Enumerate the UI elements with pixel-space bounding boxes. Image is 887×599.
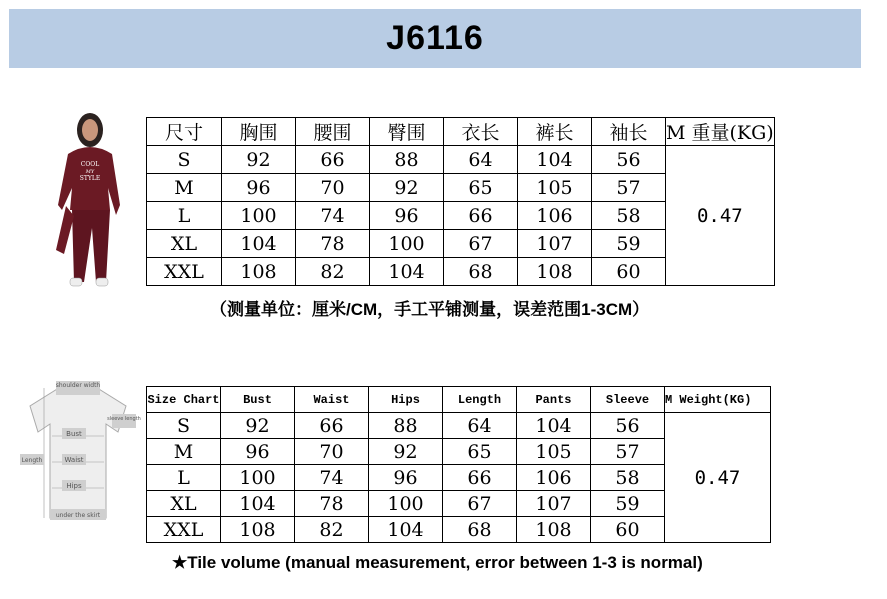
size-table-english [146,386,771,543]
table-header-row [147,387,771,413]
table-cell: XL [147,230,222,258]
table-cell: S [147,146,222,174]
table-cell: L [147,465,221,491]
table-cell: 60 [591,517,665,543]
table-cell: XL [147,491,221,517]
diagram-label-bust: Bust [66,430,82,438]
weight-value: 0.47 [666,146,775,286]
header-sleeve: Sleeve [591,387,665,413]
diagram-label-hips: Hips [66,482,82,490]
table-cell: 92 [221,413,295,439]
table-cell: 96 [370,202,444,230]
header-bust: 胸围 [222,118,296,146]
table-cell: 96 [369,465,443,491]
table-cell: 70 [295,439,369,465]
garment-measurement-diagram [14,380,142,525]
header-size: 尺寸 [147,118,222,146]
shirt-print-line-2: MY [85,169,95,175]
table-cell: M [147,174,222,202]
table-cell: XXL [147,517,221,543]
table-cell: 107 [518,230,592,258]
header-size-chart: Size Chart [147,387,221,413]
table-cell: 58 [592,202,666,230]
table-cell: 74 [296,202,370,230]
table-cell: 100 [221,465,295,491]
table-cell: 105 [518,174,592,202]
table-cell: 108 [517,517,591,543]
table-cell: 67 [444,230,518,258]
diagram-label-hem: under the skirt [55,512,101,519]
table-cell: 58 [591,465,665,491]
header-weight: M Weight(KG) [665,387,771,413]
table-cell: 74 [295,465,369,491]
table-cell: 104 [369,517,443,543]
table-cell: 65 [444,174,518,202]
header-hips: Hips [369,387,443,413]
weight-value: 0.47 [665,413,771,543]
table-cell: 66 [443,465,517,491]
size-table-chinese [146,117,775,286]
table-cell: 107 [517,491,591,517]
diagram-label-length: Length [21,457,43,464]
table-cell: 65 [443,439,517,465]
table-cell: 66 [296,146,370,174]
header-bust: Bust [221,387,295,413]
header-sleeve: 袖长 [592,118,666,146]
table-cell: 96 [221,439,295,465]
table-row [147,413,771,439]
table-cell: 88 [370,146,444,174]
table-cell: 68 [444,258,518,286]
table-cell: 68 [443,517,517,543]
table-cell: M [147,439,221,465]
table-cell: 100 [222,202,296,230]
table-row [147,146,775,174]
table-cell: 82 [295,517,369,543]
table-cell: 60 [592,258,666,286]
table-cell: 100 [369,491,443,517]
header-pants: Pants [517,387,591,413]
table-cell: 92 [222,146,296,174]
table-cell: 92 [369,439,443,465]
header-length: Length [443,387,517,413]
table-cell: 106 [517,465,591,491]
table-cell: 67 [443,491,517,517]
diagram-label-sleeve: sleeve length [107,416,141,422]
header-weight: M 重量(KG) [666,118,775,146]
table-cell: 57 [592,174,666,202]
table-header-row [147,118,775,146]
header-waist: 腰围 [296,118,370,146]
table-cell: 104 [517,413,591,439]
table-cell: 88 [369,413,443,439]
table-cell: 108 [221,517,295,543]
table-cell: 96 [222,174,296,202]
header-waist: Waist [295,387,369,413]
table-cell: 104 [370,258,444,286]
diagram-label-shoulder: shoulder width [55,382,101,389]
table-cell: L [147,202,222,230]
table-cell: 92 [370,174,444,202]
table-cell: 108 [222,258,296,286]
table-cell: 82 [296,258,370,286]
table-cell: 56 [592,146,666,174]
table-cell: 59 [591,491,665,517]
header-hips: 臀围 [370,118,444,146]
table-cell: 104 [222,230,296,258]
table-cell: 57 [591,439,665,465]
table-cell: 106 [518,202,592,230]
table-cell: 78 [296,230,370,258]
table-cell: 100 [370,230,444,258]
diagram-label-waist: Waist [64,456,84,464]
table-cell: XXL [147,258,222,286]
table-cell: S [147,413,221,439]
table-cell: 108 [518,258,592,286]
model-photo [38,110,138,290]
product-code-title: J6116 [386,19,484,57]
table-cell: 70 [296,174,370,202]
measurement-note-english: ★Tile volume (manual measurement, error between 1-3 is normal) [172,553,703,572]
table-cell: 59 [592,230,666,258]
table-cell: 104 [221,491,295,517]
table-cell: 64 [444,146,518,174]
table-cell: 78 [295,491,369,517]
table-cell: 105 [517,439,591,465]
shirt-print-line-3: STYLE [79,175,101,182]
table-cell: 66 [295,413,369,439]
measurement-note-chinese: （测量单位：厘米/CM，手工平铺测量，误差范围1-3CM） [210,300,650,319]
header-length: 衣长 [444,118,518,146]
table-cell: 66 [444,202,518,230]
table-cell: 56 [591,413,665,439]
header-pants: 裤长 [518,118,592,146]
table-cell: 104 [518,146,592,174]
table-cell: 64 [443,413,517,439]
shirt-print-line-1: COOL [80,161,100,168]
title-banner [9,9,861,68]
